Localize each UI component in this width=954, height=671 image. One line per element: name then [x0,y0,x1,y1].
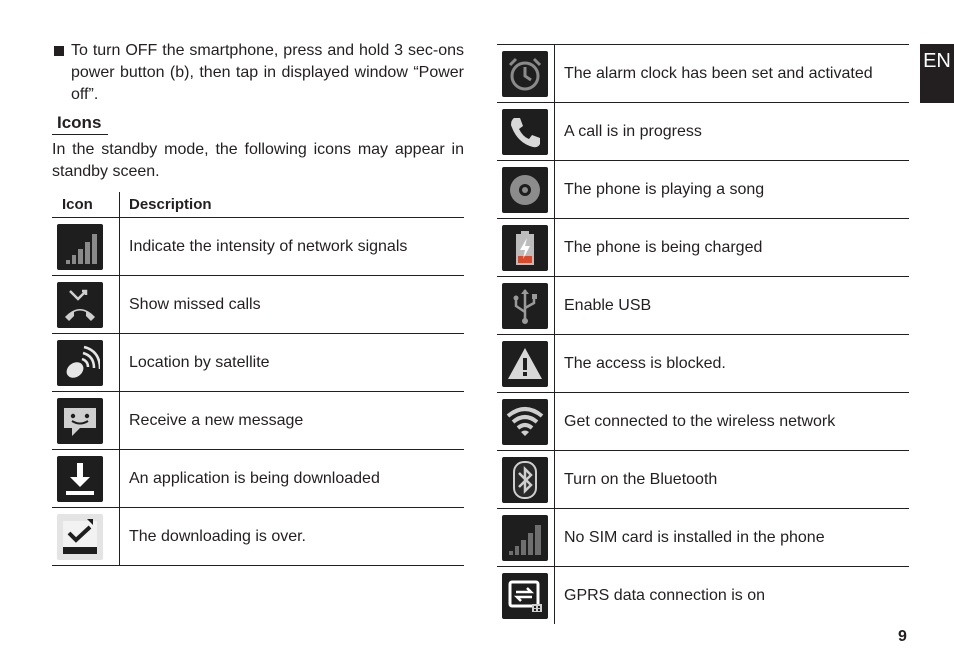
bluetooth-icon [502,457,548,503]
row-description: The downloading is over. [120,508,465,566]
row-description: A call is in progress [555,103,910,161]
usb-icon [502,283,548,329]
power-off-text: To turn OFF the smartphone, press and hold 3 sec-ons power button (b), then tap in displayed window “Power off”. [71,42,464,103]
row-description: The phone is being charged [555,219,910,277]
language-tab: EN [920,44,954,103]
download-complete-icon [57,514,103,560]
page-number: 9 [898,628,907,645]
table-header-row [52,192,464,218]
row-description: GPRS data connection is on [564,586,766,604]
row-description: Location by satellite [120,334,465,392]
no-sim-signal-icon [502,515,548,561]
row-description: The alarm clock has been set and activated [555,45,910,103]
bullet-square-icon [54,46,64,56]
icons-table-left [52,192,464,566]
icons-table-right [497,44,909,624]
table-row [497,277,909,335]
table-row [497,567,909,625]
gprs-data-icon [502,573,548,619]
row-description: The access is blocked. [555,335,910,393]
table-row [497,451,909,509]
row-description: Show missed calls [120,276,465,334]
table-row [497,103,909,161]
table-row [52,276,464,334]
download-icon [57,456,103,502]
table-row [497,161,909,219]
missed-call-icon [57,282,103,328]
music-disc-icon [502,167,548,213]
battery-charging-icon [502,225,548,271]
table-row [497,509,909,567]
table-row [52,450,464,508]
warning-icon [502,341,548,387]
row-description: An application is being downloaded [120,450,465,508]
signal-strength-icon [57,224,103,270]
intro-paragraph: In the standby mode, the following icons may appear in standby sceen. [52,141,464,180]
row-description: The phone is playing a song [555,161,910,219]
satellite-location-icon [57,340,103,386]
table-row [52,218,464,276]
new-message-icon [57,398,103,444]
table-row [52,334,464,392]
table-row [497,219,909,277]
row-description: Turn on the Bluetooth [555,451,910,509]
left-column [52,40,464,183]
phone-call-icon [502,109,548,155]
alarm-clock-icon [502,51,548,97]
row-description: No SIM card is installed in the phone [555,509,910,567]
table-row [497,335,909,393]
table-row [52,508,464,566]
section-heading: Icons [52,112,108,135]
table-row [52,392,464,450]
row-description: Get connected to the wireless network [555,393,910,451]
row-description: Indicate the intensity of network signals [120,218,465,276]
table-row [497,393,909,451]
wifi-icon [502,399,548,445]
header-icon: Icon [52,192,120,218]
row-description: Enable USB [555,277,910,335]
power-off-instruction [52,40,464,106]
header-description: Description [120,192,465,218]
row-description: Receive a new message [120,392,465,450]
table-row [497,45,909,103]
